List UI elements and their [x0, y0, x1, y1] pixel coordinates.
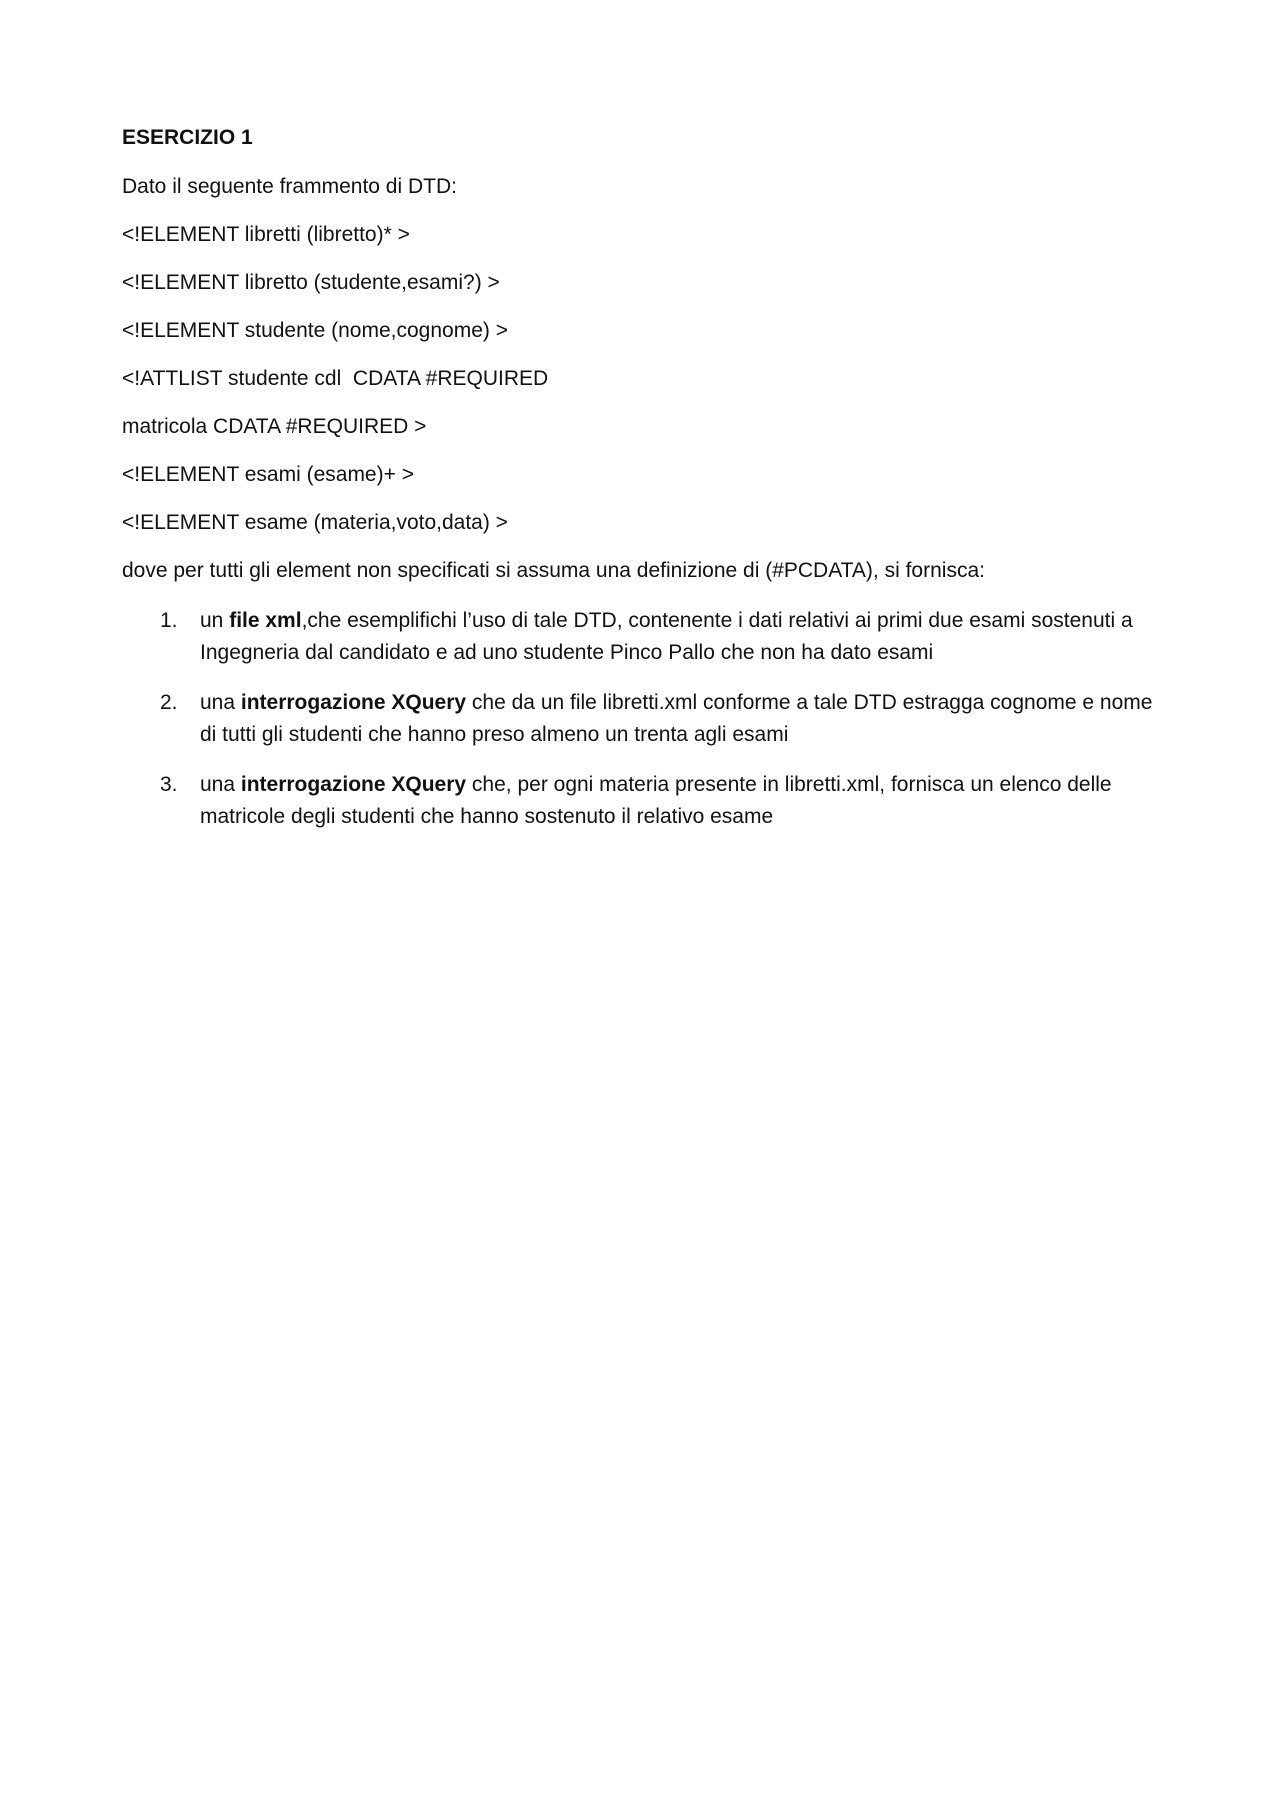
- instruction-text: dove per tutti gli element non specificati si assuma una definizione di (#PCDATA), si fornisca:: [122, 559, 985, 582]
- list-text-pre: una: [200, 691, 241, 714]
- dtd-line: <!ELEMENT libretto (studente,esami?) >: [122, 271, 500, 294]
- list-item: [122, 687, 1162, 751]
- list-number: 2.: [160, 691, 178, 714]
- list-text-bold: file xml: [229, 609, 302, 632]
- list-text: [200, 609, 1133, 664]
- dtd-line: <!ELEMENT libretti (libretto)* >: [122, 223, 410, 246]
- list-text-bold: interrogazione XQuery: [240, 773, 467, 796]
- list-text-bold: interrogazione XQuery: [240, 691, 467, 714]
- list-text-post: che, per ogni materia presente in libretti.xml, fornisca un elenco delle matricole degli studenti che hanno sostenuto il relativo esame: [200, 773, 1112, 828]
- dtd-line: <!ATTLIST studente cdl CDATA #REQUIRED: [122, 367, 549, 390]
- list-number: 3.: [160, 773, 178, 796]
- dtd-line: <!ELEMENT esame (materia,voto,data) >: [122, 511, 508, 534]
- list-text-post: ,che esemplifichi l’uso di tale DTD, contenente i dati relativi ai primi due esami sostenuti a Ingegneria dal candidato e ad uno studente Pinco Pallo che non ha dato esami: [200, 609, 1133, 664]
- list-text-post: che da un file libretti.xml conforme a tale DTD estragga cognome e nome di tutti gli studenti che hanno preso almeno un trenta agli esami: [200, 691, 1153, 746]
- dtd-line: <!ELEMENT esami (esame)+ >: [122, 463, 414, 486]
- dtd-line: <!ELEMENT studente (nome,cognome) >: [122, 319, 508, 342]
- list-item: [122, 769, 1162, 833]
- task-list: [122, 605, 1162, 833]
- intro-text: Dato il seguente frammento di DTD:: [122, 175, 457, 198]
- list-text: [200, 773, 1112, 828]
- document-content: [122, 124, 1162, 851]
- list-number: 1.: [160, 609, 178, 632]
- list-text-pre: una: [200, 773, 241, 796]
- exercise-title: ESERCIZIO 1: [122, 126, 253, 149]
- list-text-pre: un: [200, 609, 230, 632]
- dtd-line: matricola CDATA #REQUIRED >: [122, 415, 427, 438]
- list-text: [200, 691, 1152, 746]
- list-item: [122, 605, 1162, 669]
